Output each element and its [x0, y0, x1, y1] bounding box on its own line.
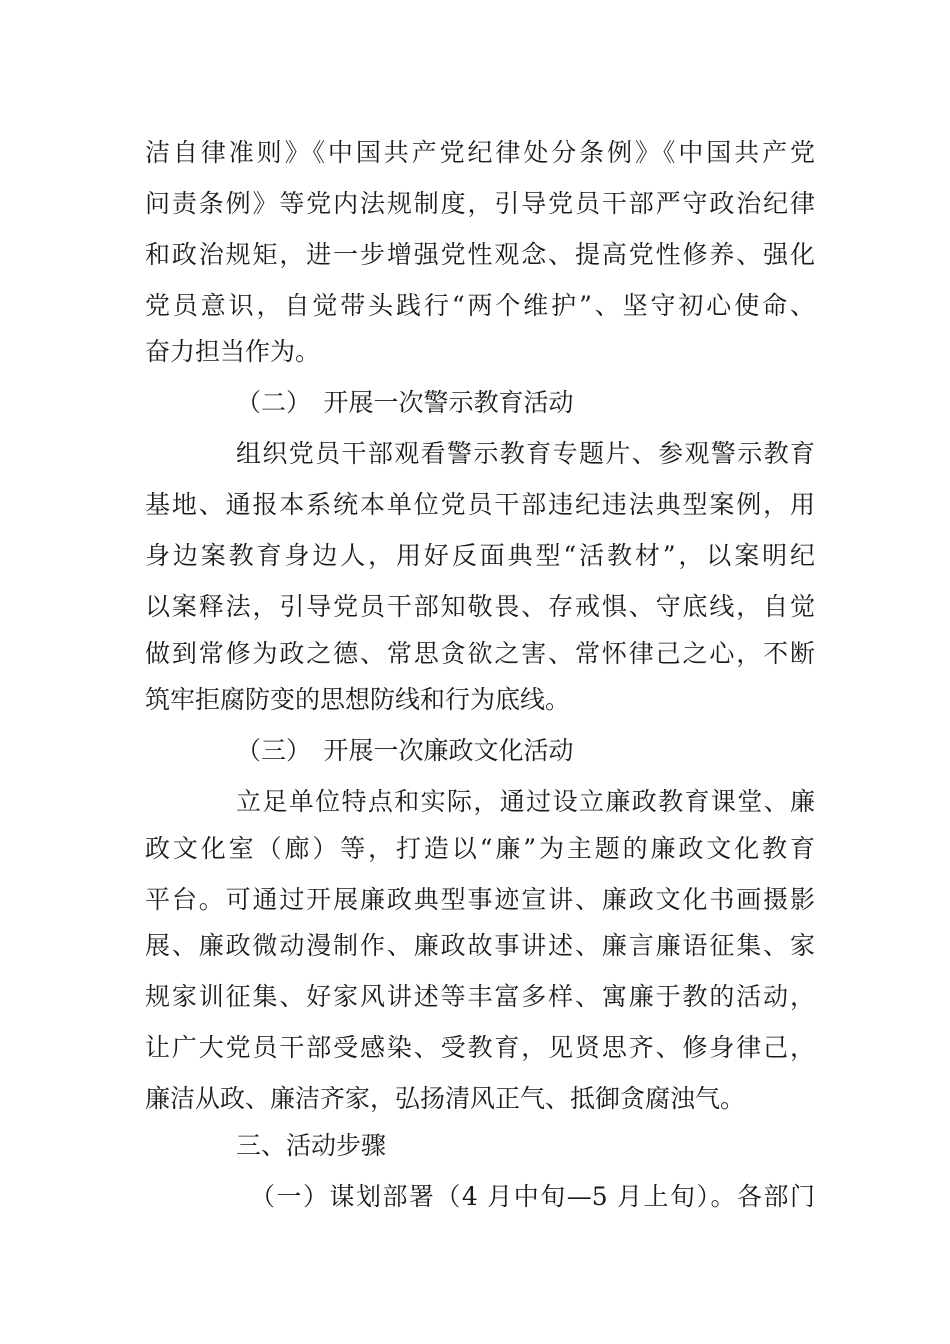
body-text-line: 问责条例》等党内法规制度，引导党员干部严守政治纪律 — [145, 189, 815, 218]
body-text-line: 身边案教育身边人，用好反面典型“活教材”，以案明纪 — [145, 541, 815, 570]
body-text-line: 和政治规矩，进一步增强党性观念、提高党性修养、强化 — [145, 240, 815, 269]
body-text-line: 做到常修为政之德、常思贪欲之害、常怀律己之心，不断 — [145, 639, 815, 668]
body-text-line: 基地、通报本系统本单位党员干部违纪违法典型案例，用 — [145, 490, 815, 519]
body-text-line: 奋力担当作为。 — [145, 337, 321, 366]
body-text-line: 以案释法，引导党员干部知敬畏、存戒惧、守底线，自觉 — [145, 592, 815, 621]
section-heading-steps: 三、活动步骤 — [236, 1131, 387, 1160]
body-text-line: 组织党员干部观看警示教育专题片、参观警示教育 — [236, 439, 815, 468]
body-text-line: 筑牢拒腐防变的思想防线和行为底线。 — [145, 685, 571, 714]
body-text-line: 让广大党员干部受感染、受教育，见贤思齐、修身律己， — [145, 1033, 815, 1062]
body-text-line: 廉洁从政、廉洁齐家，弘扬清风正气、抵御贪腐浊气。 — [145, 1084, 746, 1113]
body-text-line: 平台。可通过开展廉政典型事迹宣讲、廉政文化书画摄影 — [145, 885, 815, 914]
body-text-line: （一）谋划部署（4 月中旬—5 月上旬）。各部门 — [250, 1182, 815, 1211]
body-text-line: 政文化室（廊）等，打造以“廉”为主题的廉政文化教育 — [145, 834, 815, 863]
section-heading-3: （三） 开展一次廉政文化活动 — [236, 736, 574, 765]
body-text-line: 洁自律准则》《中国共产党纪律处分条例》《中国共产党 — [145, 138, 815, 167]
body-text-line: 规家训征集、好家风讲述等丰富多样、寓廉于教的活动， — [145, 982, 815, 1011]
body-text-line: 立足单位特点和实际，通过设立廉政教育课堂、廉 — [236, 787, 815, 816]
body-text-line: 党员意识，自觉带头践行“两个维护”、坚守初心使命、 — [145, 291, 815, 320]
body-text-line: 展、廉政微动漫制作、廉政故事讲述、廉言廉语征集、家 — [145, 931, 815, 960]
section-heading-2: （二） 开展一次警示教育活动 — [236, 388, 574, 417]
